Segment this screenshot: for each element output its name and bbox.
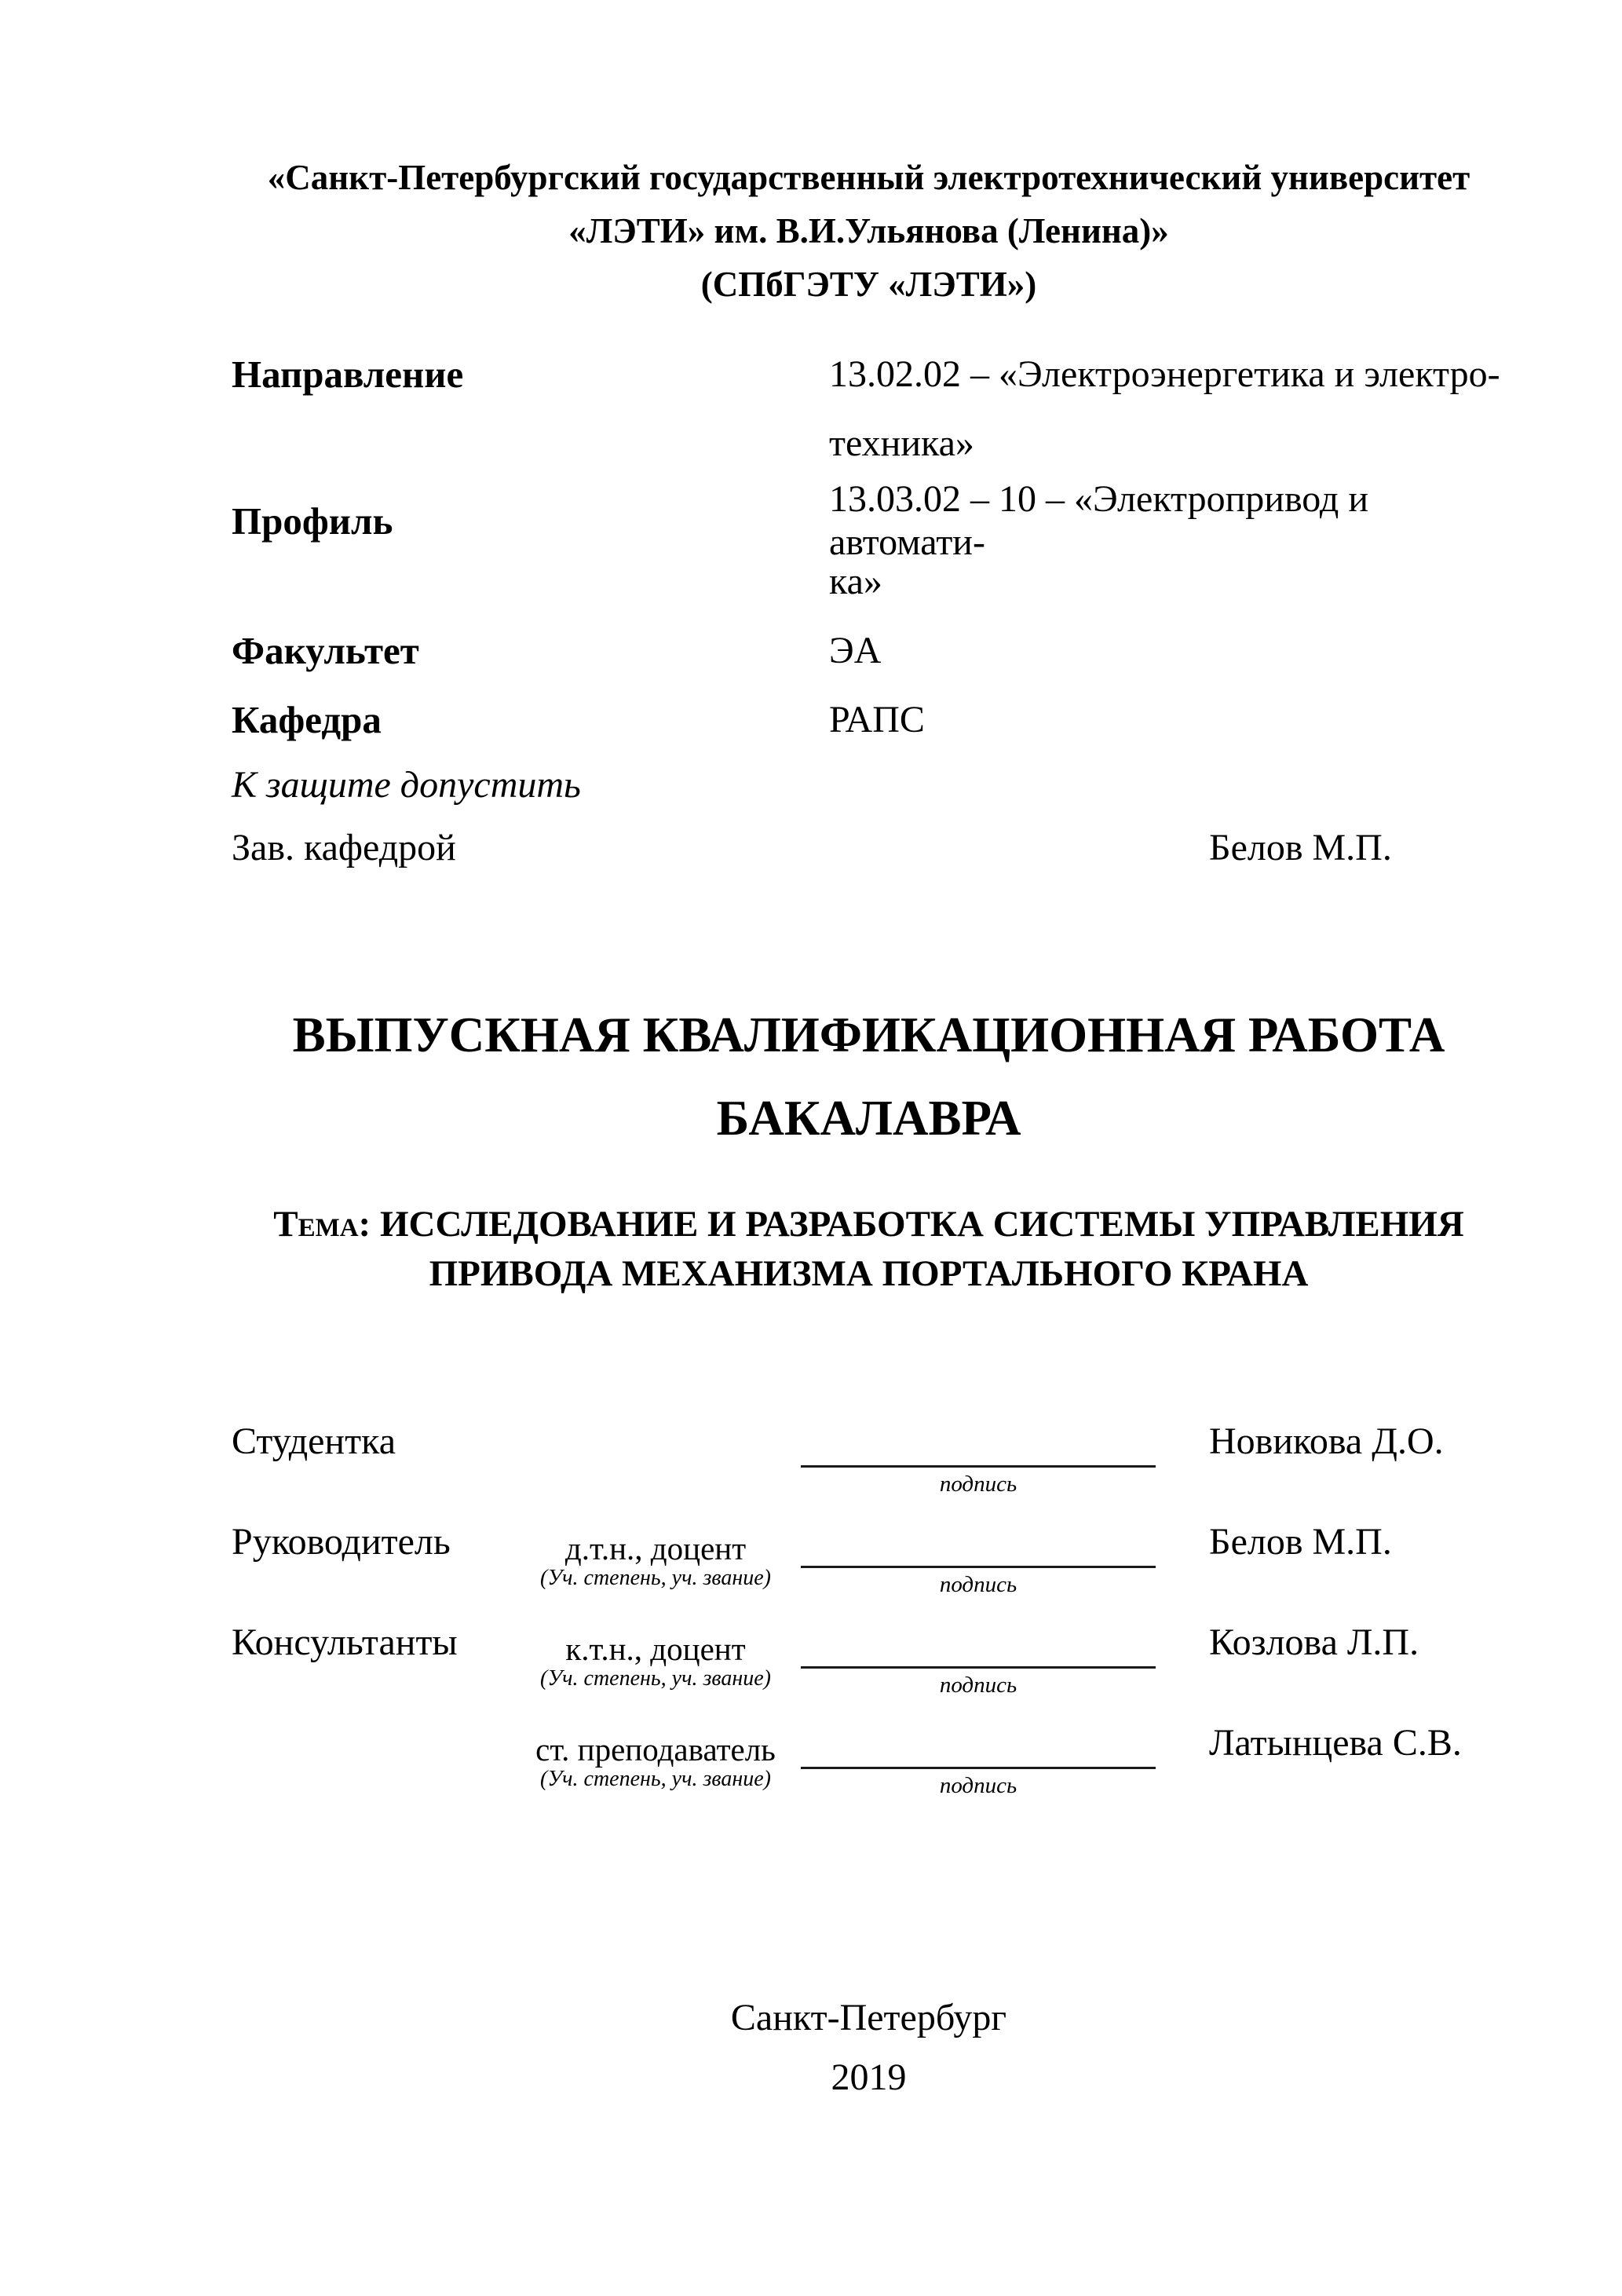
university-abbreviation-line: (СПбГЭТУ «ЛЭТИ») bbox=[700, 265, 1037, 304]
admission-block bbox=[232, 754, 1506, 879]
signature-line bbox=[801, 1767, 1156, 1769]
requisite-value: 13.02.02 – «Электроэнергетика и электро- bbox=[829, 353, 1500, 395]
signature-row-supervisor bbox=[232, 1520, 1506, 1621]
signature-row-consultant-2 bbox=[232, 1721, 1506, 1822]
requisite-value: РАПС bbox=[829, 698, 925, 740]
signature-line-col bbox=[801, 1721, 1156, 1799]
signature-role: Консультанты bbox=[232, 1621, 458, 1663]
signature-line bbox=[801, 1666, 1156, 1669]
city-label: Санкт-Петербург bbox=[730, 1997, 1007, 2038]
signature-row-consultant-1 bbox=[232, 1621, 1506, 1721]
admission-row bbox=[232, 817, 1506, 879]
qualification-text: ст. преподаватель bbox=[535, 1731, 776, 1768]
thesis-title bbox=[232, 993, 1506, 1160]
signature-caption: подпись bbox=[939, 1472, 1017, 1497]
signature-line-col bbox=[801, 1520, 1156, 1598]
signature-caption: подпись bbox=[939, 1773, 1017, 1798]
signature-line bbox=[801, 1465, 1156, 1468]
department-head-label: Зав. кафедрой bbox=[232, 827, 456, 868]
requisites-block bbox=[232, 339, 1506, 754]
requisite-row-direction-wrap bbox=[232, 408, 1506, 477]
requisite-label: Факультет bbox=[232, 628, 419, 672]
requisite-row-profile bbox=[232, 477, 1506, 563]
topic-text-line1: ИССЛЕДОВАНИЕ И РАЗРАБОТКА СИСТЕМЫ УПРАВЛЕНИЯ bbox=[379, 1204, 1464, 1245]
degree-caption: (Уч. степень, уч. звание) bbox=[540, 1666, 771, 1691]
thesis-title-line1: ВЫПУСКНАЯ КВАЛИФИКАЦИОННАЯ РАБОТА bbox=[292, 1007, 1445, 1062]
signature-name: Белов М.П. bbox=[1209, 1521, 1392, 1563]
requisite-row-faculty bbox=[232, 616, 1506, 685]
signature-name: Козлова Л.П. bbox=[1209, 1621, 1419, 1663]
degree-caption: (Уч. степень, уч. звание) bbox=[540, 1767, 771, 1791]
signature-line bbox=[801, 1566, 1156, 1568]
department-head-name: Белов М.П. bbox=[1209, 827, 1392, 868]
requisite-label: Направление bbox=[232, 352, 464, 396]
signature-line-col bbox=[801, 1621, 1156, 1698]
footer-block bbox=[232, 1988, 1506, 2108]
degree-caption: (Уч. степень, уч. звание) bbox=[540, 1566, 771, 1590]
admission-phrase: К защите допустить bbox=[232, 764, 581, 806]
thesis-topic bbox=[188, 1200, 1549, 1299]
requisite-label: Кафедра bbox=[232, 697, 382, 741]
qualification-text: к.т.н., доцент bbox=[565, 1631, 746, 1667]
signature-role: Студентка bbox=[232, 1420, 396, 1462]
requisite-value: 13.03.02 – 10 – «Электропривод и автомати- bbox=[829, 478, 1368, 563]
thesis-topic-line2: ПРИВОДА МЕХАНИЗМА ПОРТАЛЬНОГО КРАНА bbox=[429, 1253, 1309, 1294]
requisite-row-department bbox=[232, 685, 1506, 754]
signature-line-col bbox=[801, 1420, 1156, 1497]
requisite-value: техника» bbox=[829, 422, 974, 464]
signature-name: Латынцева С.В. bbox=[1209, 1722, 1462, 1764]
signature-role: Руководитель bbox=[232, 1521, 451, 1563]
university-name-line: «ЛЭТИ» им. В.И.Ульянова (Ленина)» bbox=[568, 211, 1169, 250]
requisite-value: ЭА bbox=[829, 629, 882, 671]
requisite-value: ка» bbox=[829, 560, 882, 602]
requisite-label: Профиль bbox=[232, 499, 393, 543]
university-name-line: «Санкт-Петербургский государственный электротехнический университет bbox=[267, 158, 1470, 197]
signatures-block bbox=[232, 1420, 1506, 1822]
requisite-row-direction bbox=[232, 339, 1506, 408]
university-header bbox=[232, 151, 1506, 311]
signature-caption: подпись bbox=[939, 1673, 1017, 1698]
thesis-title-line2: БАКАЛАВРА bbox=[716, 1091, 1021, 1146]
signature-name: Новикова Д.О. bbox=[1209, 1420, 1444, 1462]
year-label: 2019 bbox=[831, 2057, 907, 2098]
thesis-topic-line1 bbox=[188, 1200, 1549, 1249]
signature-caption: подпись bbox=[939, 1572, 1017, 1597]
signature-row-student bbox=[232, 1420, 1506, 1520]
topic-label: Тема: bbox=[273, 1204, 371, 1245]
qualification-text: д.т.н., доцент bbox=[564, 1530, 747, 1567]
